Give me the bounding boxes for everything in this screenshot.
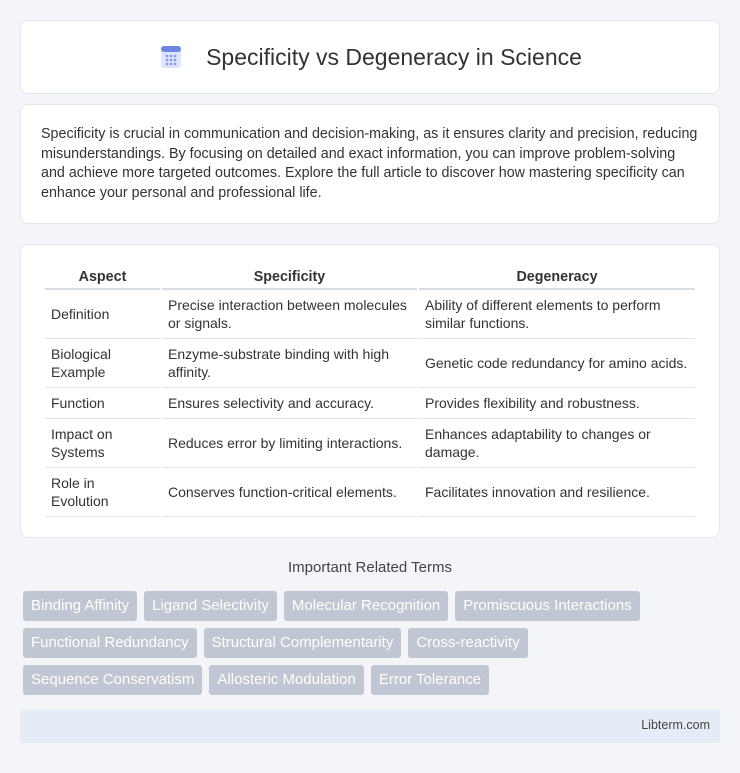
table-cell: Enzyme-substrate binding with high affinity. — [162, 339, 417, 388]
table-header-row — [45, 265, 695, 290]
related-term-tag[interactable]: Binding Affinity — [23, 591, 137, 621]
related-term-tag[interactable]: Cross-reactivity — [408, 628, 527, 658]
comparison-table-card — [20, 244, 720, 538]
table-cell: Reduces error by limiting interactions. — [162, 419, 417, 468]
related-term-tag[interactable]: Ligand Selectivity — [144, 591, 277, 621]
comparison-table — [43, 265, 697, 517]
table-cell: Ability of different elements to perform similar functions. — [419, 290, 695, 339]
table-row — [45, 290, 695, 339]
table-cell: Biological Example — [45, 339, 160, 388]
related-term-tag[interactable]: Allosteric Modulation — [209, 665, 363, 695]
table-cell: Genetic code redundancy for amino acids. — [419, 339, 695, 388]
related-term-tag[interactable]: Promiscuous Interactions — [455, 591, 639, 621]
related-terms-heading: Important Related Terms — [288, 559, 452, 576]
table-row — [45, 388, 695, 419]
table-row — [45, 468, 695, 517]
footer — [20, 710, 720, 743]
table-row — [45, 339, 695, 388]
related-terms-list — [23, 591, 703, 702]
header-card — [20, 20, 720, 94]
intro-text: Specificity is crucial in communication and decision-making, as it ensures clarity and precision, reducing misunderstandings. By focusing on detailed and exact information, you can improve problem-solving and achieve more targeted outcomes. Explore the full article to discover how mastering specificity can enhance your personal and professional life. — [41, 126, 698, 201]
intro-card — [20, 104, 720, 224]
table-cell: Facilitates innovation and resilience. — [419, 468, 695, 517]
related-term-tag[interactable]: Molecular Recognition — [284, 591, 448, 621]
related-term-tag[interactable]: Sequence Conservatism — [23, 665, 202, 695]
related-term-tag[interactable]: Error Tolerance — [371, 665, 489, 695]
table-cell: Function — [45, 388, 160, 419]
related-term-tag[interactable]: Functional Redundancy — [23, 628, 197, 658]
table-cell: Provides flexibility and robustness. — [419, 388, 695, 419]
document-grid-icon — [158, 44, 184, 70]
table-cell: Conserves function-critical elements. — [162, 468, 417, 517]
footer-site-link[interactable]: Libterm.com — [641, 718, 710, 732]
column-header: Degeneracy — [419, 265, 695, 290]
table-cell: Impact on Systems — [45, 419, 160, 468]
table-cell: Ensures selectivity and accuracy. — [162, 388, 417, 419]
table-cell: Precise interaction between molecules or signals. — [162, 290, 417, 339]
column-header: Aspect — [45, 265, 160, 290]
table-cell: Definition — [45, 290, 160, 339]
related-term-tag[interactable]: Structural Complementarity — [204, 628, 402, 658]
table-cell: Enhances adaptability to changes or damage. — [419, 419, 695, 468]
column-header: Specificity — [162, 265, 417, 290]
table-cell: Role in Evolution — [45, 468, 160, 517]
page-title: Specificity vs Degeneracy in Science — [206, 43, 582, 70]
table-row — [45, 419, 695, 468]
